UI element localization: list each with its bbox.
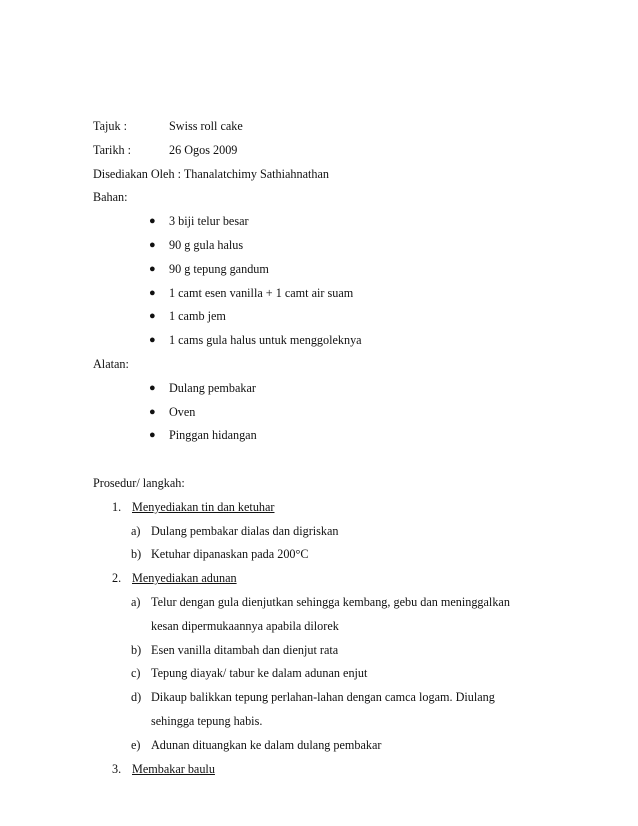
bullet-icon: ● [149, 381, 156, 394]
blank-line [93, 448, 578, 472]
sub-step-text: Telur dengan gula dienjutkan sehingga kembang, gebu dan meninggalkan [151, 594, 510, 609]
list-item-text: 1 camb jem [169, 309, 226, 324]
bahan-list [93, 210, 578, 353]
alatan-heading: Alatan: [93, 356, 129, 371]
title-label: Tajuk : [93, 119, 128, 133]
sub-step-letter: d) [131, 690, 142, 705]
list-item [93, 210, 578, 234]
step-number: 1. [112, 499, 122, 514]
list-item-text: 90 g tepung gandum [169, 261, 269, 276]
list-item-text: 3 biji telur besar [169, 214, 249, 229]
sub-step [93, 520, 578, 544]
step-number: 2. [112, 571, 122, 586]
list-item-text: Dulang pembakar [169, 380, 256, 395]
step-title: Menyediakan adunan [132, 571, 237, 586]
sub-step-text: Dikaup balikkan tepung perlahan-lahan dengan camca logam. Diulang [151, 690, 495, 705]
sub-step-letter: b) [131, 642, 142, 657]
bullet-icon: ● [149, 429, 156, 442]
sub-step [93, 639, 578, 663]
sub-step-continuation: sehingga tepung habis. [151, 713, 263, 728]
alatan-list [93, 377, 578, 448]
list-item [93, 424, 578, 448]
title-row [93, 115, 578, 139]
procedure-steps [93, 496, 578, 782]
list-item-text: 1 cams gula halus untuk menggoleknya [169, 333, 362, 348]
list-item-text: Pinggan hidangan [169, 428, 257, 443]
title-value: Swiss roll cake [169, 119, 243, 133]
bullet-icon: ● [149, 310, 156, 323]
bullet-icon: ● [149, 405, 156, 418]
sub-step-letter: e) [131, 737, 141, 752]
prosedur-heading: Prosedur/ langkah: [93, 475, 185, 490]
step-number: 3. [112, 761, 122, 776]
step-title: Menyediakan tin dan ketuhar [132, 499, 275, 514]
list-item [93, 329, 578, 353]
sub-step-text: Ketuhar dipanaskan pada 200°C [151, 547, 309, 562]
bullet-icon: ● [149, 238, 156, 251]
date-row [93, 139, 578, 163]
list-item [93, 282, 578, 306]
date-label: Tarikh : [93, 142, 132, 157]
sub-step-text: Esen vanilla ditambah dan dienjut rata [151, 642, 339, 657]
list-item-text: 1 camt esen vanilla + 1 camt air suam [169, 285, 354, 300]
sub-step-letter: a) [131, 594, 141, 609]
bullet-icon: ● [149, 286, 156, 299]
sub-step [93, 543, 578, 567]
bahan-heading: Bahan: [93, 190, 128, 205]
bullet-icon: ● [149, 262, 156, 275]
date-value: 26 Ogos 2009 [169, 142, 238, 157]
sub-step-continuation: kesan dipermukaannya apabila dilorek [151, 618, 339, 633]
list-item [93, 305, 578, 329]
sub-step-letter: b) [131, 547, 142, 562]
sub-step-letter: a) [131, 523, 141, 538]
bullet-icon: ● [149, 334, 156, 347]
sub-step [93, 662, 578, 686]
list-item [93, 234, 578, 258]
sub-step [93, 591, 578, 615]
sub-step-letter: c) [131, 666, 141, 681]
sub-step [93, 686, 578, 710]
sub-step [93, 734, 578, 758]
list-item [93, 258, 578, 282]
sub-step-text: Tepung diayak/ tabur ke dalam adunan enjut [151, 666, 368, 681]
sub-step-text: Adunan dituangkan ke dalam dulang pembakar [151, 737, 382, 752]
sub-step-text: Dulang pembakar dialas dan digriskan [151, 523, 339, 538]
author-line: Disediakan Oleh : Thanalatchimy Sathiahnathan [93, 166, 330, 181]
list-item [93, 401, 578, 425]
step-title: Membakar baulu [132, 761, 215, 776]
step-heading [93, 758, 578, 782]
bullet-icon: ● [149, 215, 156, 228]
list-item-text: Oven [169, 404, 196, 419]
step-heading [93, 496, 578, 520]
list-item [93, 377, 578, 401]
list-item-text: 90 g gula halus [169, 237, 244, 252]
step-heading [93, 567, 578, 591]
